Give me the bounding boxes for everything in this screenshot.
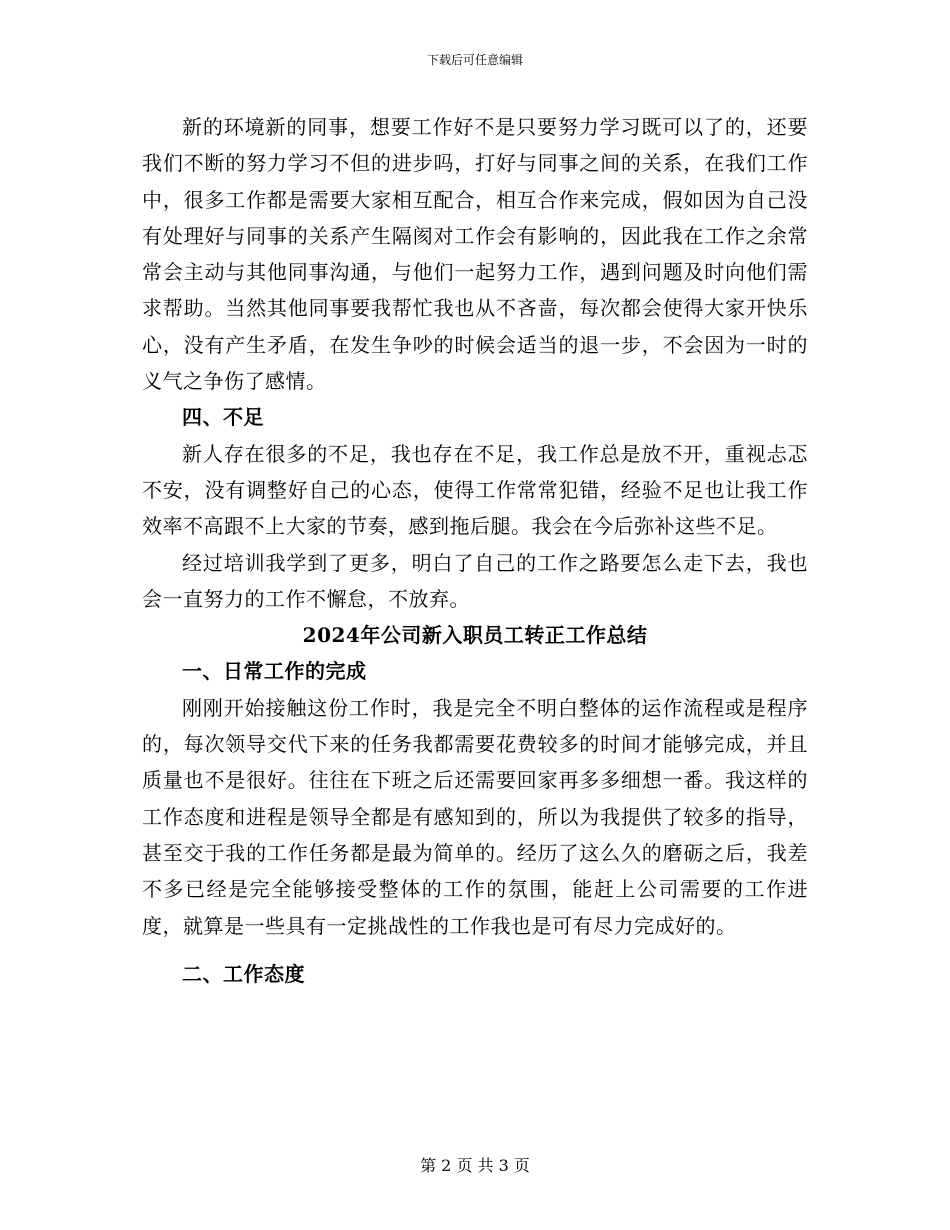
page-header: 下载后可任意编辑 (426, 53, 523, 67)
heading-work-attitude: 二、工作态度 (182, 961, 305, 986)
paragraph-daily-work: 刚刚开始接触这份工作时，我是完全不明白整体的运作流程或是程序的，每次领导交代下来的任务我都需要花费较多的时间才能够完成，并且质量也不是很好。往往在下班之后还需要回家再多多细想一番。我这样的工作态度和进程是领导全都是有感知到的，所以为我提供了较多的指导，甚至交于我的工作任务都是最为简单的。经历了这么久的磨砺之后，我差不多已经是完全能够接受整体的工作的氛围，能赶上公司需要的工作进度，就算是一些具有一定挑战性的工作我也是可有尽力完成好的。 (142, 695, 808, 938)
paragraph-training: 经过培训我学到了更多，明白了自己的工作之路要怎么走下去，我也会一直努力的工作不懈怠，不放弃。 (142, 550, 808, 611)
paragraph-deficiency: 新人存在很多的不足，我也存在不足，我工作总是放不开，重视忐忑不安，没有调整好自己的心态，使得工作常常犯错，经验不足也让我工作效率不高跟不上大家的节奏，感到拖后腿。我会在今后弥补这些不足。 (142, 441, 808, 539)
page-footer: 第 2 页 共 3 页 (420, 1156, 530, 1175)
document-body (142, 109, 808, 992)
heading-deficiency: 四、不足 (182, 405, 264, 430)
document-title: 2024年公司新入职员工转正工作总结 (302, 623, 648, 648)
paragraph-colleagues: 新的环境新的同事，想要工作好不是只要努力学习既可以了的，还要我们不断的努力学习不但的进步吗，打好与同事之间的关系，在我们工作中，很多工作都是需要大家相互配合，相互合作来完成，假如因为自己没有处理好与同事的关系产生隔阂对工作会有影响的，因此我在工作之余常常会主动与其他同事沟通，与他们一起努力工作，遇到问题及时向他们需求帮助。当然其他同事要我帮忙我也从不吝啬，每次都会使得大家开快乐心，没有产生矛盾，在发生争吵的时候会适当的退一步，不会因为一时的义气之争伤了感情。 (142, 115, 808, 394)
heading-daily-work: 一、日常工作的完成 (182, 659, 367, 684)
